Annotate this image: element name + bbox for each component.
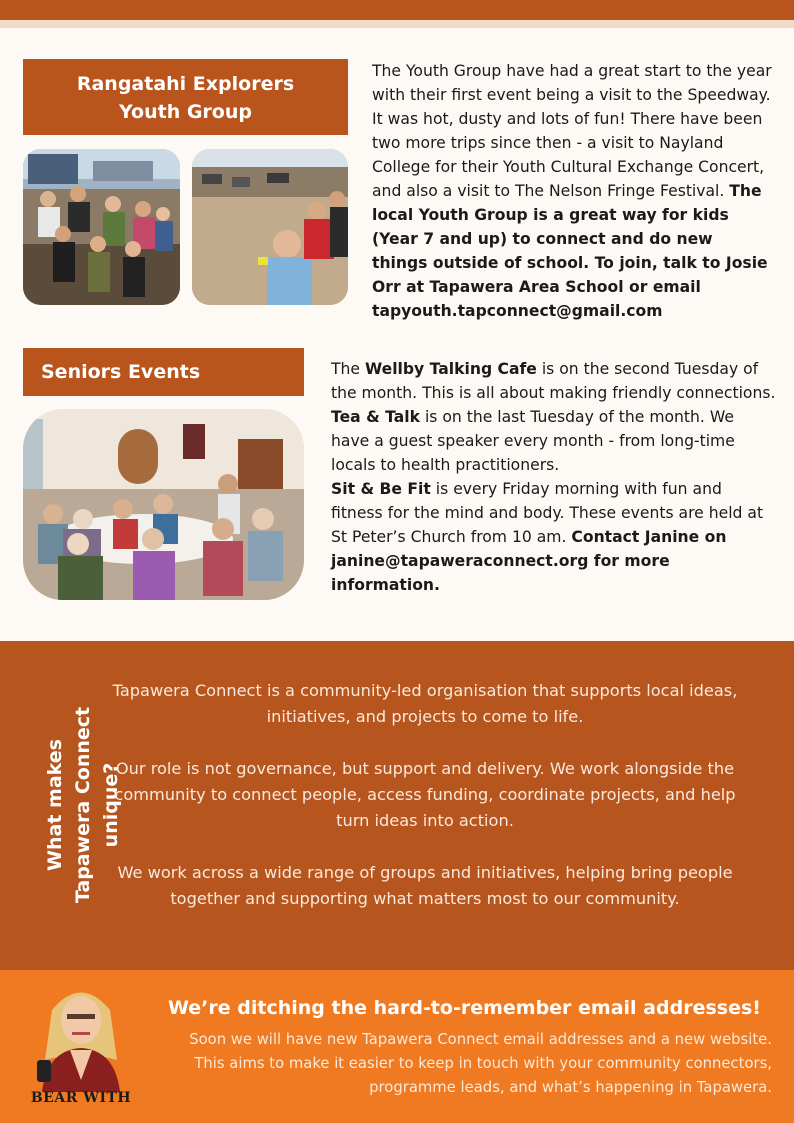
email-notice-body: Soon we will have new Tapawera Connect email addresses and a new website. This aims to make it easier to keep in touch with your community connectors, programme leads, and what’s happening in Tapawera. (189, 1031, 772, 1096)
unique-p1: Tapawera Connect is a community-led organisation that supports local ideas, initiatives, and projects to come to life. (112, 681, 738, 726)
seniors-contact: Contact Janine on janine@tapaweraconnect.org for more information. (331, 528, 727, 594)
unique-side-title: What makes Tapawera Connect unique? (44, 706, 122, 904)
email-notice-heading: We’re ditching the hard-to-remember email addresses! (168, 997, 761, 1019)
youth-photo-group (23, 149, 180, 305)
youth-heading (23, 59, 348, 135)
tea-talk-label: Tea & Talk (331, 408, 420, 426)
youth-heading-line1: Rangatahi Explorers (76, 73, 295, 95)
seniors-p1-e: is on the last Tuesday of the month. We have a guest speaker every month - from long-time locals to health practitioners. (331, 408, 735, 474)
youth-body (372, 59, 772, 323)
youth-photo-speedway (192, 149, 348, 305)
top-band-stripe (0, 20, 794, 28)
bear-with-caption: BEAR WITH (30, 1090, 132, 1106)
unique-body (110, 678, 740, 938)
sit-be-fit-label: Sit & Be Fit (331, 480, 431, 498)
youth-heading-line2: Youth Group (119, 101, 252, 123)
seniors-body (331, 357, 776, 597)
seniors-p1-a: The (331, 360, 365, 378)
seniors-heading: Seniors Events (23, 348, 304, 396)
bear-with-meme-image (22, 980, 140, 1096)
seniors-photo (23, 409, 304, 600)
youth-body-bold: The local Youth Group is a great way for kids (Year 7 and up) to connect and do new things outside of school. To join, talk to Josie Orr at Tapawera Area School or email tapyouth.tapconnect@gmail.com (372, 182, 768, 320)
wellby-cafe-label: Wellby Talking Cafe (364, 360, 537, 378)
seniors-p1-c: is on the second Tuesday of the month. This is all about making friendly connections. (331, 360, 776, 402)
top-band (0, 0, 794, 20)
unique-p3: We work across a wide range of groups and initiatives, helping bring people together and supporting what matters most to our community. (117, 863, 733, 908)
youth-body-plain: The Youth Group have had a great start to the year with their first event being a visit to the Speedway. It was hot, dusty and lots of fun! There have been two more trips since then - a visit to Nayland College for their Youth Cultural Exchange Concert, and also a visit to The Nelson Fringe Festival. (372, 62, 772, 200)
unique-p2: Our role is not governance, but support and delivery. We work alongside the community to connect people, access funding, coordinate projects, and help turn ideas into action. (114, 759, 736, 830)
seniors-p2-b: is every Friday morning with fun and fitness for the mind and body. These events are held at St Peter’s Church from 10 am. (331, 480, 764, 546)
